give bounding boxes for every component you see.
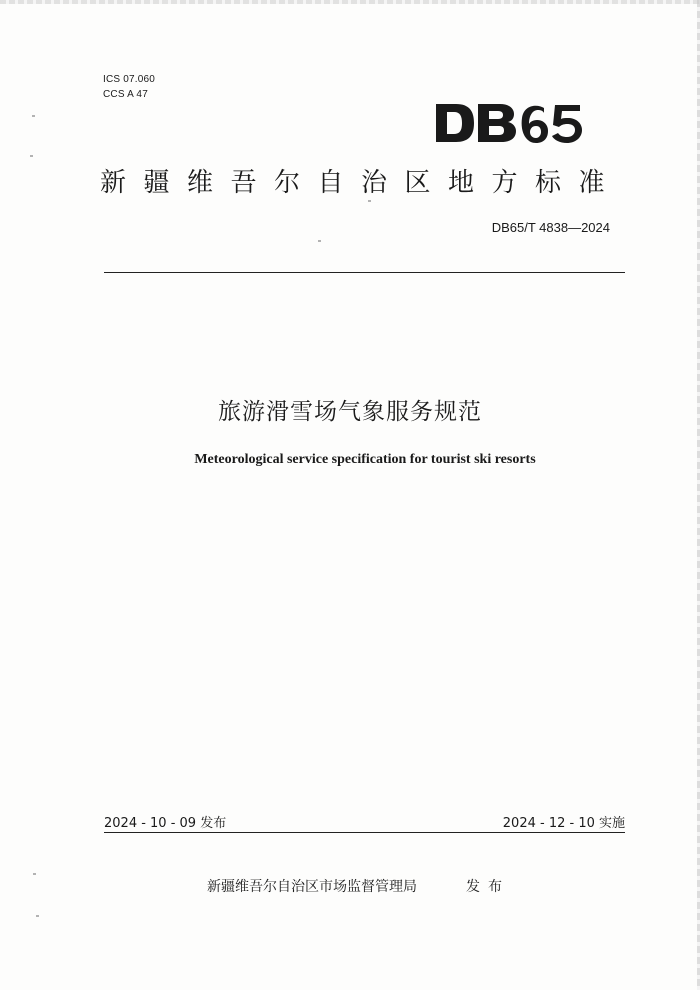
db65-logo-mark	[436, 104, 582, 143]
bottom-divider	[104, 832, 625, 833]
document-title-chinese: 旅游滑雪场气象服务规范	[218, 399, 482, 425]
db65-logo	[434, 100, 584, 146]
scan-edge-top	[0, 0, 700, 4]
classification-codes	[103, 72, 155, 102]
scan-speck	[368, 200, 371, 202]
scan-speck	[30, 155, 33, 157]
scan-speck	[36, 915, 39, 917]
scan-speck	[33, 873, 36, 875]
ics-code: ICS 07.060	[103, 74, 156, 85]
implement-date: 2024 - 12 - 10 实施	[502, 816, 625, 831]
ccs-code: CCS A 47	[103, 89, 148, 100]
region-standard-heading: 新疆维吾尔自治区地方标准	[100, 168, 623, 198]
issuing-authority: 新疆维吾尔自治区市场监督管理局	[207, 879, 417, 895]
publish-date: 2024 - 10 - 09 发布	[104, 816, 227, 831]
issue-label: 发布	[466, 879, 510, 895]
scan-speck	[32, 115, 35, 117]
document-title-english: Meteorological service specification for tourist ski resorts	[194, 452, 536, 467]
standard-number: DB65/T 4838—2024	[491, 220, 610, 235]
scan-speck	[318, 240, 321, 242]
top-divider	[104, 272, 625, 273]
